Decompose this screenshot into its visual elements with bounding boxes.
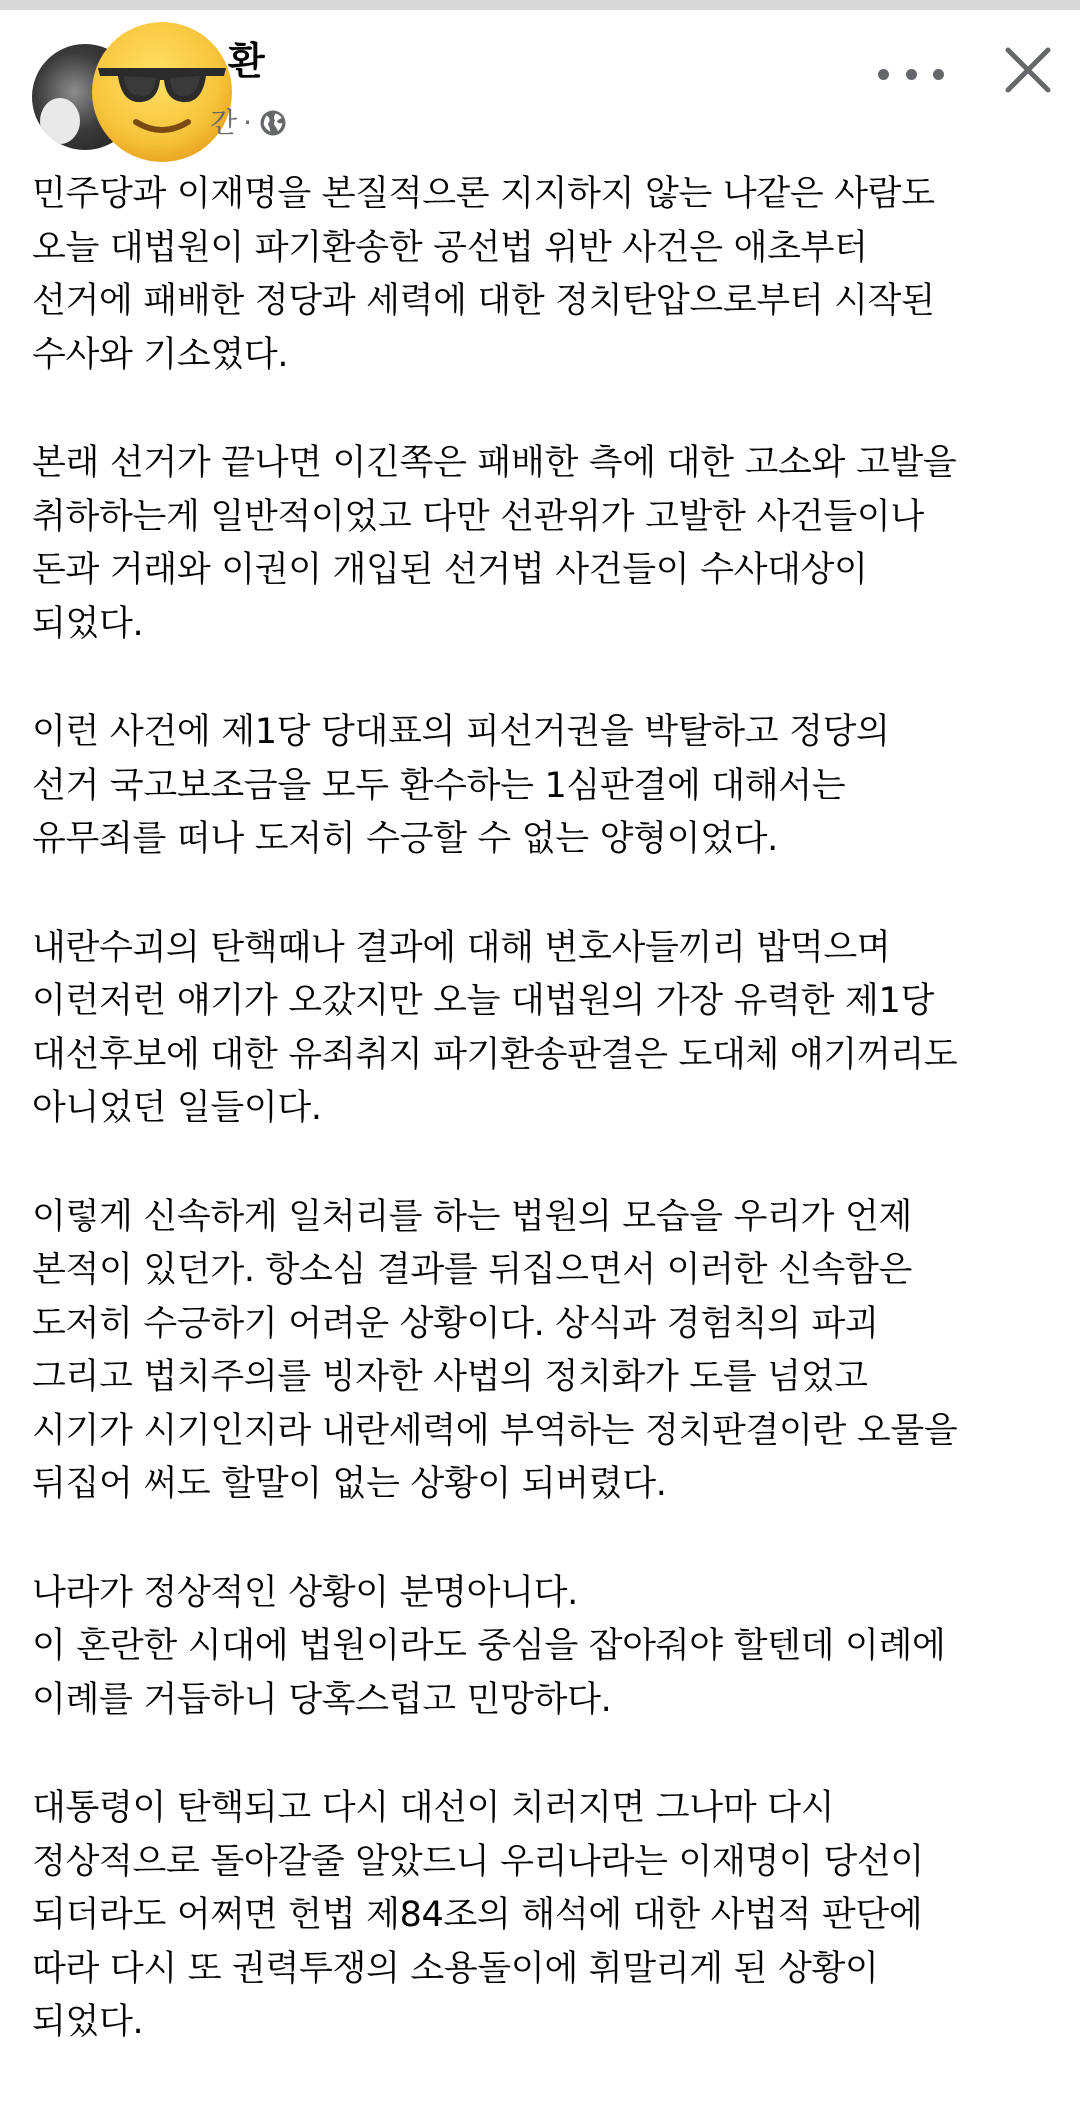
post-paragraph	[32, 706, 1062, 867]
post-text-line: 유무죄를 떠나 도저히 수긍할 수 없는 양형이었다.	[32, 819, 778, 859]
post-text-line: 오늘 대법원이 파기환송한 공선법 위반 사건은 애초부터	[32, 227, 868, 268]
more-horizontal-icon	[878, 69, 889, 80]
post-text-line: 이 혼란한 시대에 법원이라도 중심을 잡아줘야 할텐데 이례에	[32, 1626, 946, 1666]
post-text-line: 뒤집어 써도 할말이 없는 상황이 되버렸다.	[32, 1464, 667, 1504]
post-meta	[210, 106, 288, 140]
post-text-line: 본래 선거가 끝나면 이긴쪽은 패배한 측에 대한 고소와 고발을	[32, 443, 957, 483]
post-text-line: 내란수괴의 탄핵때나 결과에 대해 변호사들끼리 밥먹으며	[32, 927, 891, 968]
post-header	[0, 10, 1080, 160]
more-options-button[interactable]	[878, 46, 944, 102]
post-text-line: 정상적으로 돌아갈줄 알았드니 우리나라는 이재명이 당선이	[32, 1841, 924, 1882]
more-dot	[933, 69, 944, 80]
profile-photo-detail	[40, 98, 80, 144]
post-paragraph	[32, 1782, 1062, 2050]
post-paragraph	[32, 437, 1062, 651]
close-icon[interactable]	[1000, 42, 1056, 98]
post-text-line: 도저히 수긍하기 어려운 상황이다. 상식과 경험칙의 파괴	[32, 1303, 879, 1344]
post-text-line: 취하하는게 일반적이었고 다만 선관위가 고발한 사건들이나	[32, 496, 924, 537]
post-text-line: 이런저런 얘기가 오갔지만 오늘 대법원의 가장 유력한 제1당	[32, 981, 934, 1021]
post-paragraph	[32, 1567, 1062, 1728]
post-text-line: 대선후보에 대한 유죄취지 파기환송판결은 도대체 얘기꺼리도	[32, 1034, 958, 1075]
post-text-line: 대통령이 탄핵되고 다시 대선이 치러지면 그나마 다시	[32, 1788, 835, 1828]
post-time[interactable]: 간	[210, 106, 238, 139]
post-text-line: 되었다.	[32, 603, 144, 644]
post-paragraph	[32, 922, 1062, 1136]
post-text-line: 민주당과 이재명을 본질적으론 지지하지 않는 나같은 사람도	[32, 174, 935, 214]
post-paragraph	[32, 1191, 1062, 1512]
post-text-line: 선거 국고보조금을 모두 환수하는 1심판결에 대해서는	[32, 765, 846, 806]
globe-icon	[258, 108, 288, 138]
post-text-line: 이런 사건에 제1당 당대표의 피선거권을 박탈하고 정당의	[32, 712, 890, 752]
more-dot	[906, 69, 917, 80]
meta-separator: ·	[243, 106, 252, 139]
author-name[interactable]: 환	[228, 39, 265, 83]
post-text-line: 되더라도 어쩌면 헌법 제84조의 해석에 대한 사법적 판단에	[32, 1895, 923, 1935]
post-text-line: 나라가 정상적인 상황이 분명아니다.	[32, 1572, 578, 1613]
post-text	[32, 168, 1062, 2105]
post-paragraph	[32, 168, 1062, 382]
post-text-line: 이례를 거듭하니 당혹스럽고 민망하다.	[32, 1679, 612, 1720]
post-text-line: 이렇게 신속하게 일처리를 하는 법원의 모습을 우리가 언제	[32, 1196, 913, 1237]
top-scroll-indicator	[0, 0, 1080, 10]
post-text-line: 돈과 거래와 이권이 개입된 선거법 사건들이 수사대상이	[32, 550, 868, 590]
post-text-line: 되었다.	[32, 2002, 144, 2042]
post-text-line: 따라 다시 또 권력투쟁의 소용돌이에 휘말리게 된 상황이	[32, 1948, 879, 1989]
post-text-line: 아니었던 일들이다.	[32, 1088, 322, 1128]
post-text-line: 본적이 있던가. 항소심 결과를 뒤집으면서 이러한 신속함은	[32, 1250, 913, 1290]
post-text-line: 시기가 시기인지라 내란세력에 부역하는 정치판결이란 오물을	[32, 1410, 958, 1451]
post-text-line: 그리고 법치주의를 빙자한 사법의 정치화가 도를 넘었고	[32, 1357, 868, 1397]
post-text-line: 선거에 패배한 정당과 세력에 대한 정치탄압으로부터 시작된	[32, 281, 935, 321]
post-text-line: 수사와 기소였다.	[32, 334, 289, 375]
sunglasses-emoji-icon	[90, 20, 234, 164]
